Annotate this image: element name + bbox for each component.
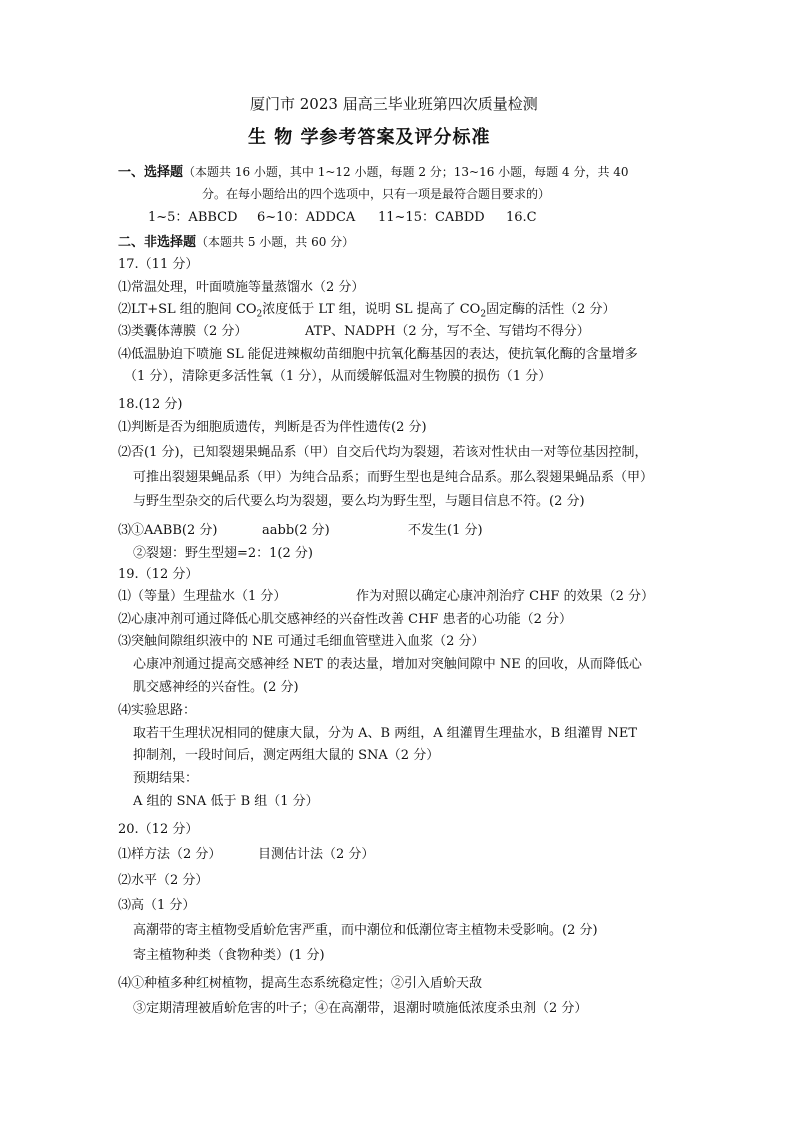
q20-answer-3-line3: 寄主植物种类（食物种类）(1 分) [133,948,325,963]
q20-answer-1a: ⑴样方法（2 分） [118,847,222,862]
q20-answer-1b: 目测估计法（2 分） [258,847,375,862]
page-subtitle: 生 物 学参考答案及评分标准 [248,127,491,148]
q19-expected-result: A 组的 SNA 低于 B 组（1 分） [133,794,319,809]
q18-answer-3c: 不发生(1 分) [408,523,483,538]
q20-answer-4-line2: ③定期清理被盾蚧危害的叶子；④在高潮带，退潮时喷施低浓度杀虫剂（2 分） [133,1001,588,1016]
q19-answer-4-line1: 取若干生理状况相同的健康大鼠，分为 A、B 两组，A 组灌胃生理盐水，B 组灌胃 NET [133,726,638,741]
q17-answer-3a: ⑶类囊体薄膜（2 分） [118,324,248,339]
q20-answer-3-line2: 高潮带的寄主植物受盾蚧危害严重，而中潮位和低潮位寄主植物未受影响。(2 分) [133,923,598,938]
q18-answer-2-line3: 与野生型杂交的后代要么均为裂翅，要么均为野生型，与题目信息不符。(2 分) [133,494,585,509]
q18-answer-2-line1: ⑵否(1 分)，已知裂翅果蝇品系（甲）自交后代均为裂翅，若该对性状由一对等位基因控制， [118,445,648,460]
q20-heading: 20.（12 分） [118,822,199,837]
q19-answer-3-line2: 心康冲剂通过提高交感神经 NET 的表达量，增加对突触间隙中 NE 的回收，从而降低心 [133,657,642,672]
q17-answer-2 [118,302,615,318]
q18-heading: 18.(12 分) [118,397,183,412]
q19-heading: 19.（12 分） [118,567,199,582]
answer-1-5: 1~5：ABBCD [148,210,238,225]
q18-answer-3b: aabb(2 分) [262,523,330,538]
page-title: 厦门市 2023 届高三毕业班第四次质量检测 [250,95,538,113]
q20-answer-4-line1: ⑷①种植多种红树植物，提高生态系统稳定性；②引入盾蚧天敌 [118,976,483,991]
co2-subscript: 2 [480,309,487,320]
q19-expected-label: 预期结果： [133,771,199,786]
q18-answer-3-part2: ②裂翅：野生型翅=2：1(2 分) [133,546,313,561]
q19-answer-3-line1: ⑶突触间隙组织液中的 NE 可通过毛细血管壁进入血浆（2 分） [118,634,485,649]
q19-answer-4-label: ⑷实验思路： [118,703,197,718]
q17-answer-1: ⑴常温处理，叶面喷施等量蒸馏水（2 分） [118,280,365,295]
answer-16: 16.C [506,210,537,225]
part2-desc: （本题共 5 小题，共 60 分） [196,235,355,249]
q20-answer-3: ⑶高（1 分） [118,898,196,913]
part2-heading-line [118,234,354,251]
answer-11-15: 11~15：CABDD [378,210,485,225]
part1-heading: 一、选择题 [118,165,184,180]
part2-heading: 二、非选择题 [118,235,197,250]
q17-answer-2-part-b: 浓度低于 LT 组，说明 SL 提高了 CO [262,302,481,317]
q19-answer-1b: 作为对照以确定心康冲剂治疗 CHF 的效果（2 分） [356,589,654,604]
q17-answer-3b: ATP、NADPH（2 分，写不全、写错均不得分） [305,324,590,339]
q18-answer-2-line2: 可推出裂翅果蝇品系（甲）为纯合品系；而野生型也是纯合品系。那么裂翅果蝇品系（甲） [133,470,654,485]
q17-answer-4-line2: （1 分），清除更多活性氧（1 分），从而缓解低温对生物膜的损伤（1 分） [124,369,552,384]
q19-answer-3-line3: 肌交感神经的兴奋性。(2 分) [133,680,299,695]
co2-subscript: 2 [256,309,263,320]
part1-desc-line2: 分。在每小题给出的四个选项中，只有一项是最符合题目要求的） [202,187,551,201]
q19-answer-4-line2: 抑制剂，一段时间后，测定两组大鼠的 SNA（2 分） [133,748,440,763]
q17-answer-2-part-c: 固定酶的活性（2 分） [486,302,616,317]
q17-answer-4-line1: ⑷低温胁迫下喷施 SL 能促进辣椒幼苗细胞中抗氧化酶基因的表达，使抗氧化酶的含量增多 [118,347,638,362]
q19-answer-1a: ⑴（等量）生理盐水（1 分） [118,589,287,604]
part1-heading-line [118,164,629,181]
q20-answer-2: ⑵水平（2 分） [118,873,209,888]
q17-answer-2-part-a: ⑵LT+SL 组的胞间 CO [118,302,257,317]
q18-answer-1: ⑴判断是否为细胞质遗传，判断是否为伴性遗传(2 分) [118,420,427,435]
q19-answer-2: ⑵心康冲剂可通过降低心肌交感神经的兴奋性改善 CHF 患者的心功能（2 分） [118,612,572,627]
q18-answer-3a: ⑶①AABB(2 分) [118,523,218,538]
answer-6-10: 6~10：ADDCA [257,210,356,225]
part1-desc-line1: （本题共 16 小题，其中 1~12 小题，每题 2 分；13~16 小题，每题 4 分，共 40 [183,165,629,179]
q17-heading: 17.（11 分） [118,257,199,272]
